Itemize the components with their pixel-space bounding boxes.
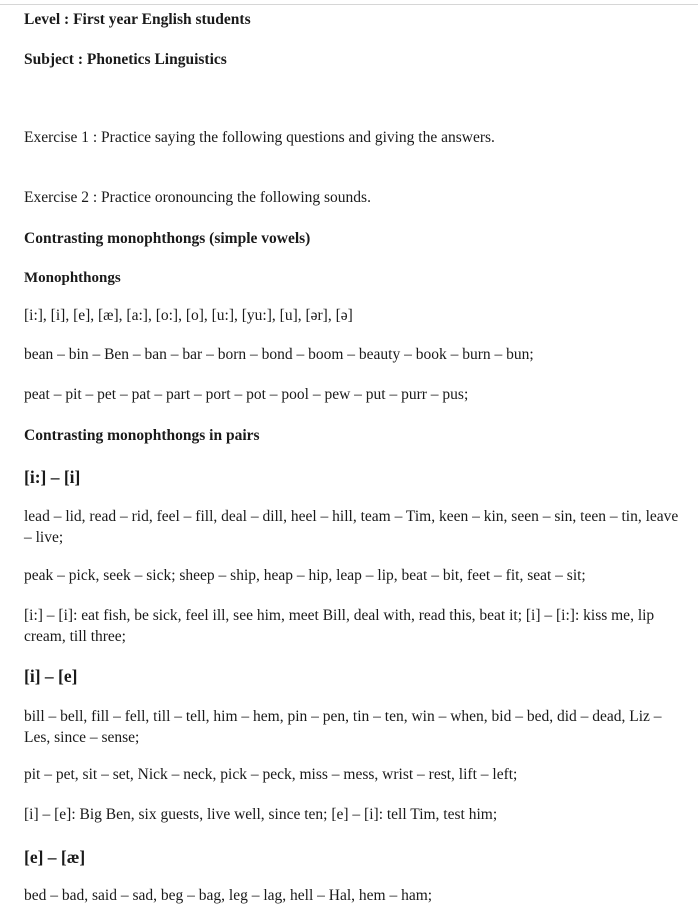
pair-paragraph: bill – bell, fill – fell, till – tell, him – hem, pin – pen, tin – ten, win – when, bid – bed, did – dead, Liz – Les, since – sense; bbox=[24, 708, 662, 746]
pairs-section-title: Contrasting monophthongs in pairs bbox=[24, 427, 260, 444]
vowel-symbols: [i:], [i], [e], [æ], [a:], [o:], [o], [u:], [yu:], [u], [ər], [ə] bbox=[24, 307, 353, 324]
pair-heading-i-long-i: [i:] – [i] bbox=[24, 467, 81, 487]
pair-paragraph: pit – pet, sit – set, Nick – neck, pick – peck, miss – mess, wrist – rest, lift – left; bbox=[24, 766, 518, 783]
pair-heading-i-e: [i] – [e] bbox=[24, 666, 78, 686]
level-line: Level : First year English students bbox=[24, 11, 251, 28]
pair-paragraph: lead – lid, read – rid, feel – fill, deal – dill, heel – hill, team – Tim, keen – kin, seen – sin, teen – tin, leave – live; bbox=[24, 508, 679, 546]
exercise-1: Exercise 1 : Practice saying the following questions and giving the answers. bbox=[24, 129, 495, 146]
monophthongs-section-title: Contrasting monophthongs (simple vowels) bbox=[24, 230, 311, 247]
pair-paragraph: [i] – [e]: Big Ben, six guests, live well, since ten; [e] – [i]: tell Tim, test him; bbox=[24, 806, 498, 823]
monophthongs-subtitle: Monophthongs bbox=[24, 270, 121, 286]
monophthong-row-1: bean – bin – Ben – ban – bar – born – bond – boom – beauty – book – burn – bun; bbox=[24, 346, 534, 363]
monophthong-row-2: peat – pit – pet – pat – part – port – pot – pool – pew – put – purr – pus; bbox=[24, 386, 469, 403]
exercise-2: Exercise 2 : Practice oronouncing the following sounds. bbox=[24, 189, 371, 206]
pair-paragraph: peak – pick, seek – sick; sheep – ship, heap – hip, leap – lip, beat – bit, feet – fit, seat – sit; bbox=[24, 567, 586, 584]
top-divider bbox=[0, 4, 698, 5]
pair-paragraph: [i:] – [i]: eat fish, be sick, feel ill, see him, meet Bill, deal with, read this, beat it; [i] – [i:]: kiss me, lip cream, till three; bbox=[24, 607, 655, 645]
pair-paragraph: bed – bad, said – sad, beg – bag, leg – lag, hell – Hal, hem – ham; bbox=[24, 887, 433, 904]
subject-line: Subject : Phonetics Linguistics bbox=[24, 51, 227, 68]
pair-heading-e-ae: [e] – [æ] bbox=[24, 847, 86, 867]
